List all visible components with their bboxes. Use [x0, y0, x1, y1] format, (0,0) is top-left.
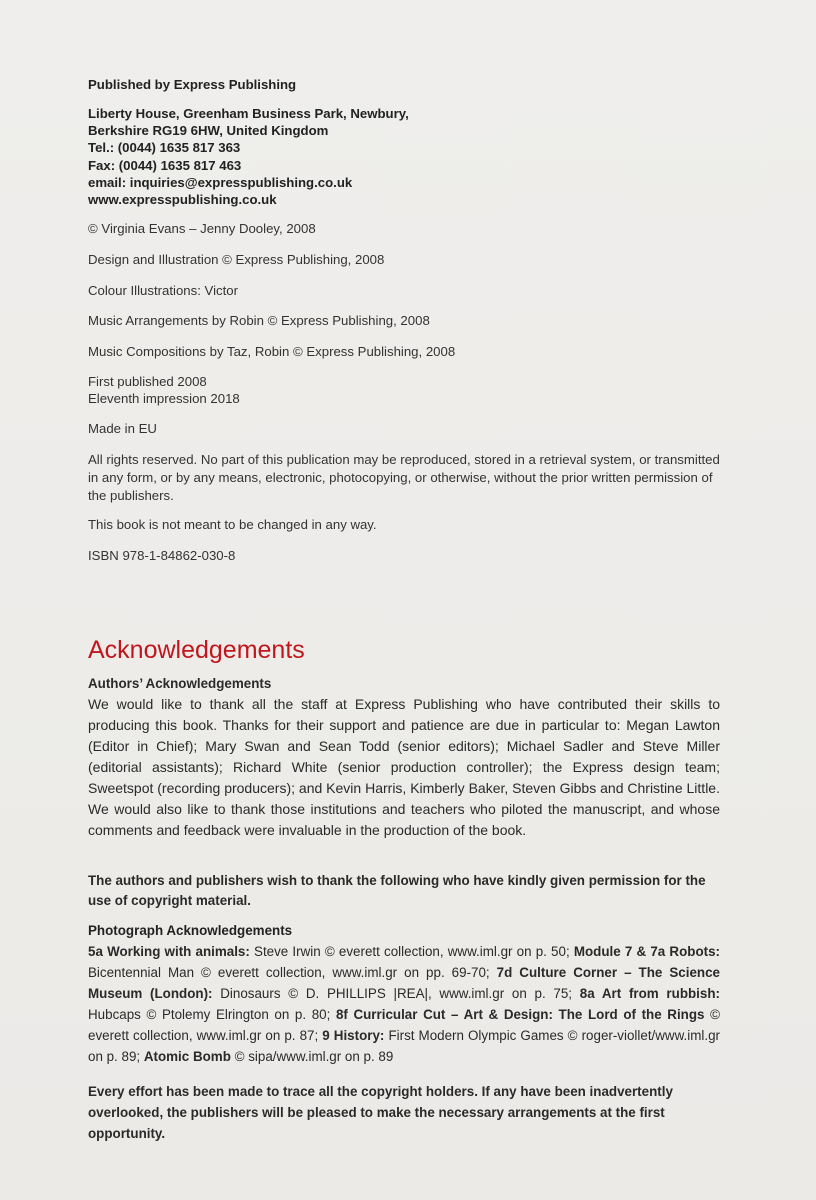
permission-thanks	[88, 871, 720, 911]
photo-credits	[88, 941, 720, 1067]
copyright-line: © Virginia Evans – Jenny Dooley, 2008	[88, 221, 316, 236]
fax: Fax: (0044) 1635 817 463	[88, 157, 242, 173]
photo-item-text: © everett collection, www.iml.gr on p. 87;	[88, 1007, 720, 1043]
telephone: Tel.: (0044) 1635 817 363	[88, 140, 241, 156]
website: www.expresspublishing.co.uk	[88, 192, 277, 208]
photo-item-label: Module 7 & 7a Robots:	[573, 944, 720, 959]
photo-item-label: 7d Culture Corner – The Science Museum (London):	[88, 965, 720, 1001]
acknowledgements-heading: Acknowledgements	[88, 636, 305, 664]
colour-credit: Colour Illustrations: Victor	[88, 283, 239, 298]
made-in: Made in EU	[88, 421, 157, 436]
photo-heading: Photograph Acknowledgements	[88, 923, 293, 938]
isbn: ISBN 978-1-84862-030-8	[88, 548, 236, 563]
impression: Eleventh impression 2018	[88, 391, 240, 406]
arrangements-credit: Music Arrangements by Robin © Express Publishing, 2008	[88, 313, 430, 328]
authors-heading: Authors’ Acknowledgements	[88, 676, 272, 691]
photo-item-label: 8a Art from rubbish:	[579, 986, 720, 1001]
publisher-heading	[88, 76, 720, 93]
address-line-1: Liberty House, Greenham Business Park, Newbury,	[88, 106, 409, 121]
rights-notice	[88, 451, 720, 505]
compositions-credit: Music Compositions by Taz, Robin © Express Publishing, 2008	[88, 344, 456, 359]
first-published: First published 2008	[88, 374, 207, 389]
photo-item-label: Atomic Bomb	[143, 1049, 231, 1064]
photo-item-text: Steve Irwin © everett collection, www.iml.gr on p. 50;	[249, 944, 574, 959]
photograph-acknowledgements	[88, 920, 720, 1067]
address-line-2: Berkshire RG19 6HW, United Kingdom	[88, 123, 329, 139]
authors-acknowledgements	[88, 673, 720, 841]
thanks-text: The authors and publishers wish to thank the following who have kindly given permission for the use of copyright material.	[88, 873, 706, 908]
photo-item-label: 5a Working with animals:	[88, 944, 250, 959]
photo-item-text: Hubcaps © Ptolemy Elrington on p. 80;	[88, 1007, 336, 1022]
rights-text: All rights reserved. No part of this publication may be reproduced, stored in a retrieval system, or transmitted in any form, or by any means, electronic, photocopying, or otherwise, without the prior written permission of the publishers.	[88, 452, 720, 503]
publisher-address	[88, 105, 720, 208]
photo-item-text: First Modern Olympic Games © roger-viollet/www.iml.gr on p. 89;	[88, 1028, 720, 1064]
photo-item-text: © sipa/www.iml.gr on p. 89	[230, 1049, 394, 1064]
copyright-effort-notice	[88, 1081, 720, 1144]
email: email: inquiries@expresspublishing.co.uk	[88, 174, 353, 190]
design-credit: Design and Illustration © Express Publishing, 2008	[88, 252, 385, 267]
not-changed-notice: This book is not meant to be changed in any way.	[88, 517, 377, 532]
authors-text: We would like to thank all the staff at Express Publishing who have contributed their skills to producing this book. Thanks for their support and patience are due in particular to: Megan Lawton (Editor in Chief); Mary Swan and Sean Todd (senior editors); Michael Sadler and Steve Miller (editorial assistants); Richard White (senior production controller); the Express design team; Sweetspot (recording producers); and Kevin Harris, Kimberly Baker, Steven Gibbs and Christine Little. We would also like to thank those institutions and teachers who piloted the manuscript, and whose comments and feedback were invaluable in the production of the book.	[88, 696, 720, 838]
effort-text: Every effort has been made to trace all the copyright holders. If any have been inadvertently overlooked, the publishers will be pleased to make the necessary arrangements at the first opportunity.	[88, 1084, 673, 1141]
photo-item-text: Bicentennial Man © everett collection, www.iml.gr on pp. 69-70;	[88, 965, 497, 980]
photo-item-text: Dinosaurs © D. PHILLIPS |REA|, www.iml.gr on p. 75;	[212, 986, 580, 1001]
published-by: Published by Express Publishing	[88, 77, 297, 92]
photo-item-label: 8f Curricular Cut – Art & Design: The Lord of the Rings	[335, 1007, 705, 1022]
photo-item-label: 9 History:	[322, 1028, 385, 1043]
